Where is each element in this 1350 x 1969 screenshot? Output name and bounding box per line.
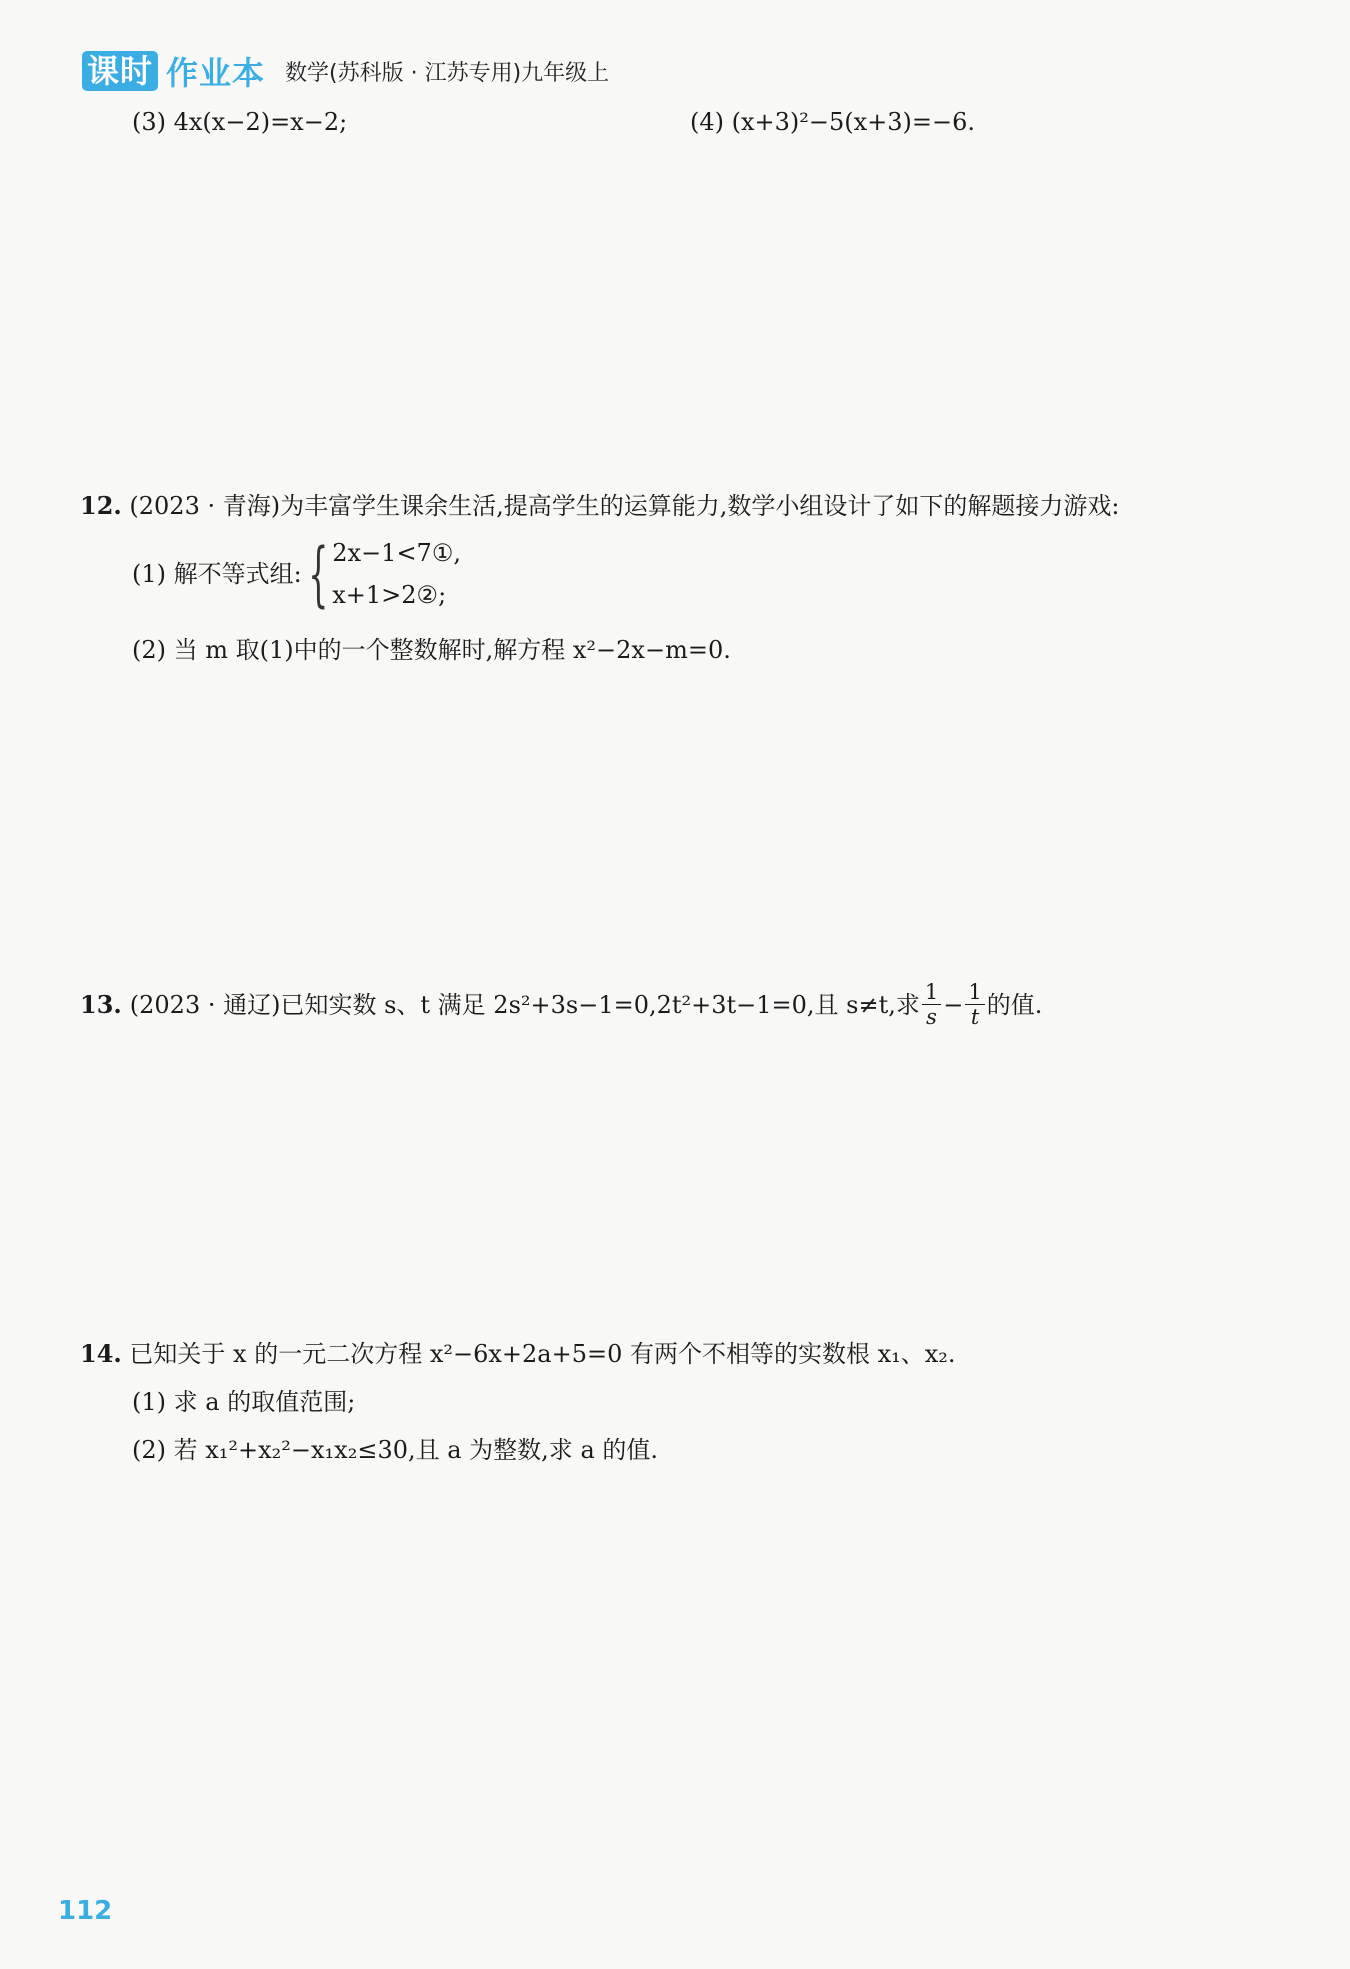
q13-stem: (2023 · 通辽)已知实数 s、t 满足 2s²+3s−1=0,2t²+3t−1=0,且 s≠t,求 <box>129 990 920 1019</box>
logo-title: 作业本 <box>166 54 266 92</box>
minus-sign: − <box>943 990 964 1019</box>
q14-stem: 已知关于 x 的一元二次方程 x²−6x+2a+5=0 有两个不相等的实数根 x₁、x₂. <box>129 1340 956 1368</box>
q12-part1-label: (1) 解不等式组: <box>132 560 302 588</box>
q14-part1: (1) 求 a 的取值范围; <box>132 1388 356 1416</box>
fraction-1-over-t <box>965 980 984 1029</box>
q13-number: 13. <box>80 989 122 1019</box>
q12-part1 <box>132 533 461 615</box>
q11-part3: (3) 4x(x−2)=x−2; <box>132 108 348 136</box>
q12-stem-line <box>80 490 1119 522</box>
left-brace: { <box>307 533 329 615</box>
frac2-numerator: 1 <box>965 980 984 1005</box>
q11-part4: (4) (x+3)²−5(x+3)=−6. <box>690 108 976 136</box>
inequality-1: 2x−1<7①, <box>332 539 461 567</box>
book-logo <box>82 48 265 94</box>
frac2-denominator: t <box>970 1005 980 1029</box>
frac1-denominator: s <box>926 1005 937 1029</box>
page-number: 112 <box>58 1896 113 1926</box>
page-header <box>82 48 609 94</box>
q12-part2: (2) 当 m 取(1)中的一个整数解时,解方程 x²−2x−m=0. <box>132 636 731 664</box>
q14-stem-line <box>80 1338 956 1370</box>
q12-stem: (2023 · 青海)为丰富学生课余生活,提高学生的运算能力,数学小组设计了如下的解题接力游戏: <box>129 492 1120 520</box>
q14-number: 14. <box>80 1339 122 1368</box>
q12-number: 12. <box>80 491 122 520</box>
fraction-1-over-s <box>922 980 941 1029</box>
logo-badge: 课时 <box>82 51 158 91</box>
book-subtitle: 数学(苏科版 · 江苏专用)九年级上 <box>285 60 610 86</box>
frac1-numerator: 1 <box>922 980 941 1005</box>
q14-part2: (2) 若 x₁²+x₂²−x₁x₂≤30,且 a 为整数,求 a 的值. <box>132 1436 659 1464</box>
q13-tail: 的值. <box>986 990 1043 1019</box>
q13-stem-line <box>80 980 1042 1029</box>
inequality-system <box>302 533 461 615</box>
inequality-2: x+1>2②; <box>332 581 447 609</box>
